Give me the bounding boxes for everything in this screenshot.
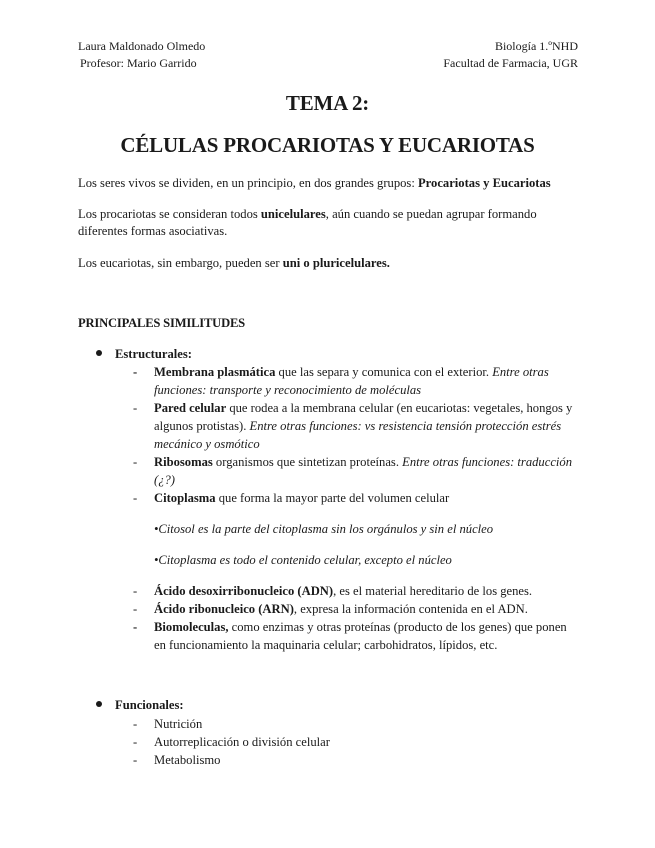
item-note: Entre otras funciones: vs resistencia tensión protección estrés mecánico y osmótico [154,419,562,451]
intro-p2-bold: unicelulares [260,207,326,221]
dash-marker: - [133,401,138,415]
bullet-label: Funcionales: [115,698,184,712]
intro-p3-text: Los eucariotas, sin embargo, pueden ser [78,256,283,270]
item-text: que las separa y comunica con el exterior. [275,365,493,379]
item-text: , es el material hereditario de los genes. [333,584,533,598]
intro-paragraph-3 [78,255,583,272]
item-text: , expresa la información contenida en el ADN. [293,602,528,616]
dash-marker: - [133,455,138,469]
section-title: PRINCIPALES SIMILITUDES [78,316,245,330]
intro-p2-text-b: , aún cuando se puedan agrupar formando diferentes formas asociativas. [78,207,537,238]
item-note: Entre otras funciones: traducción (¿?) [154,455,572,487]
item-term: Membrana plasmática [154,365,276,379]
intro-p2-text-a: Los procariotas se consideran todos [78,207,261,221]
list-item [154,600,574,618]
citoplasma-note: •Citoplasma es todo el contenido celular, excepto el núcleo [154,553,452,567]
list-item [154,363,574,399]
intro-paragraph-1 [78,175,583,192]
item-term: Ribosomas [154,455,213,469]
list-item [154,453,574,489]
page-title-line1: TEMA 2: [285,91,370,115]
header-course: Biología 1.ºNHD [494,39,578,53]
list-item: Nutrición [154,717,203,731]
bullet-estructurales [96,346,192,363]
intro-paragraph-2 [78,206,583,240]
bullet-dot-icon [96,350,102,356]
item-term: Citoplasma [154,491,216,505]
header-author: Laura Maldonado Olmedo [78,39,206,53]
dash-marker: - [133,717,138,731]
item-text: que rodea a la membrana celular (en eucariotas: vegetales, hongos y algunos protistas). [154,401,573,433]
item-text: organismos que sintetizan proteínas. [212,455,403,469]
list-item: Metabolismo [154,753,221,767]
dash-marker: - [133,735,138,749]
intro-p1-bold: Procariotas y Eucariotas [417,176,551,190]
item-text: que forma la mayor parte del volumen celular [215,491,450,505]
list-item [154,489,574,507]
list-item [154,399,574,453]
list-item [154,618,574,654]
item-note: Entre otras funciones: transporte y reconocimiento de moléculas [154,365,549,397]
bullet-dot-icon [96,701,102,707]
item-term: Ácido ribonucleico (ARN) [154,602,294,616]
dash-marker: - [133,491,138,505]
intro-p1-text: Los seres vivos se dividen, en un principio, en dos grandes grupos: [78,176,418,190]
dash-marker: - [133,620,138,634]
header-faculty: Facultad de Farmacia, UGR [443,56,578,70]
list-item: Autorreplicación o división celular [154,735,330,749]
item-term: Pared celular [154,401,227,415]
dash-marker: - [133,584,138,598]
item-term: Biomoleculas, [154,620,229,634]
bullet-funcionales [96,697,184,714]
citosol-note: •Citosol es la parte del citoplasma sin los orgánulos y sin el núcleo [154,522,494,536]
item-text: como enzimas y otras proteínas (producto de los genes) que ponen en funcionamiento la maquinaria celular; carbohidratos, lípidos, etc. [154,620,567,652]
dash-marker: - [133,753,138,767]
header-professor: Profesor: Mario Garrido [80,56,197,70]
bullet-label: Estructurales: [115,347,192,361]
list-item [154,582,574,600]
intro-p3-bold: uni o pluricelulares. [282,256,390,270]
dash-marker: - [133,602,138,616]
item-term: Ácido desoxirribonucleico (ADN) [154,584,334,598]
dash-marker: - [133,365,138,379]
page-title-line2: CÉLULAS PROCARIOTAS Y EUCARIOTAS [120,133,535,157]
